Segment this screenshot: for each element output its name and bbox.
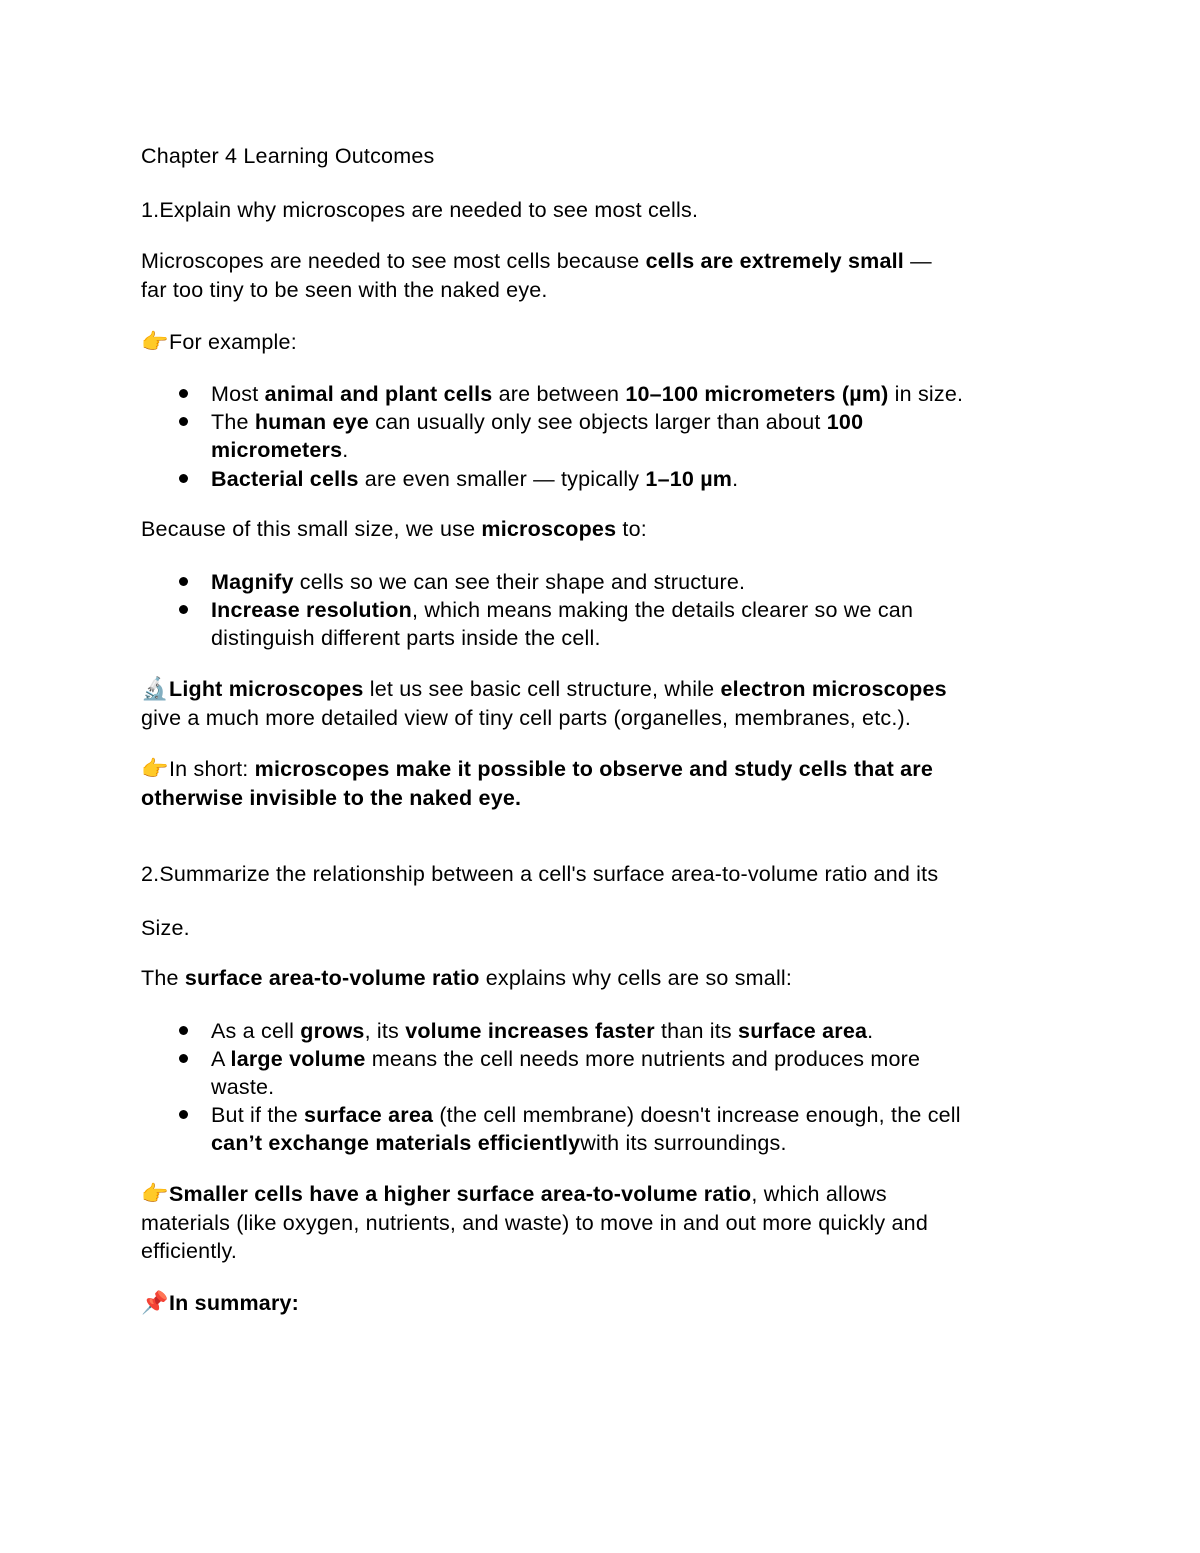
list-item: Most animal and plant cells are between 10–100 micrometers (µm) in size. xyxy=(211,382,964,406)
question-1: 1.Explain why microscopes are needed to see most cells. xyxy=(141,198,699,222)
list-item-continuation: can’t exchange materials efficientlywith its surroundings. xyxy=(211,1131,787,1155)
light-microscopes-line2: give a much more detailed view of tiny cell parts (organelles, membranes, etc.). xyxy=(141,706,912,730)
question-2: 2.Summarize the relationship between a cell's surface area-to-volume ratio and its xyxy=(141,862,939,886)
list-item: Bacterial cells are even smaller — typically 1–10 µm. xyxy=(211,467,739,491)
q1-intro-line2: far too tiny to be seen with the naked eye. xyxy=(141,278,548,302)
pointing-hand-icon: 👉 xyxy=(141,1182,169,1207)
light-microscopes-line1: 🔬Light microscopes let us see basic cell structure, while electron microscopes xyxy=(141,677,947,702)
smaller-cells-line2: materials (like oxygen, nutrients, and waste) to move in and out more quickly and xyxy=(141,1211,928,1235)
bullet-icon xyxy=(179,577,188,586)
list-item: The human eye can usually only see objects larger than about 100 xyxy=(211,410,864,434)
smaller-cells-line1: 👉Smaller cells have a higher surface area-to-volume ratio, which allows xyxy=(141,1182,887,1207)
bullet-icon xyxy=(179,417,188,426)
list-item-continuation: micrometers. xyxy=(211,438,349,462)
bullet-icon xyxy=(179,1110,188,1119)
bullet-icon xyxy=(179,605,188,614)
list-item: But if the surface area (the cell membrane) doesn't increase enough, the cell xyxy=(211,1103,961,1127)
example-label: 👉For example: xyxy=(141,330,297,355)
list-item: Increase resolution, which means making the details clearer so we can xyxy=(211,598,914,622)
list-item-continuation: waste. xyxy=(211,1075,275,1099)
bullet-icon xyxy=(179,389,188,398)
in-short-line2: otherwise invisible to the naked eye. xyxy=(141,786,522,810)
list-item: As a cell grows, its volume increases faster than its surface area. xyxy=(211,1019,874,1043)
because-line: Because of this small size, we use microscopes to: xyxy=(141,517,647,541)
bullet-icon xyxy=(179,1054,188,1063)
list-item: A large volume means the cell needs more nutrients and produces more xyxy=(211,1047,921,1071)
pointing-hand-icon: 👉 xyxy=(141,757,169,782)
summary-heading: 📌In summary: xyxy=(141,1291,300,1316)
bullet-icon xyxy=(179,1026,188,1035)
microscope-icon: 🔬 xyxy=(141,677,169,702)
smaller-cells-line3: efficiently. xyxy=(141,1239,238,1263)
list-item: Magnify cells so we can see their shape and structure. xyxy=(211,570,746,594)
pointing-hand-icon: 👉 xyxy=(141,330,169,355)
page-title: Chapter 4 Learning Outcomes xyxy=(141,144,435,168)
q1-intro-line1: Microscopes are needed to see most cells because cells are extremely small — xyxy=(141,249,932,273)
list-item-continuation: distinguish different parts inside the cell. xyxy=(211,626,601,650)
question-2-continuation: Size. xyxy=(141,916,190,940)
pushpin-icon: 📌 xyxy=(141,1291,169,1316)
in-short-line1: 👉In short: microscopes make it possible to observe and study cells that are xyxy=(141,757,934,782)
q2-intro: The surface area-to-volume ratio explains why cells are so small: xyxy=(141,966,793,990)
bullet-icon xyxy=(179,474,188,483)
